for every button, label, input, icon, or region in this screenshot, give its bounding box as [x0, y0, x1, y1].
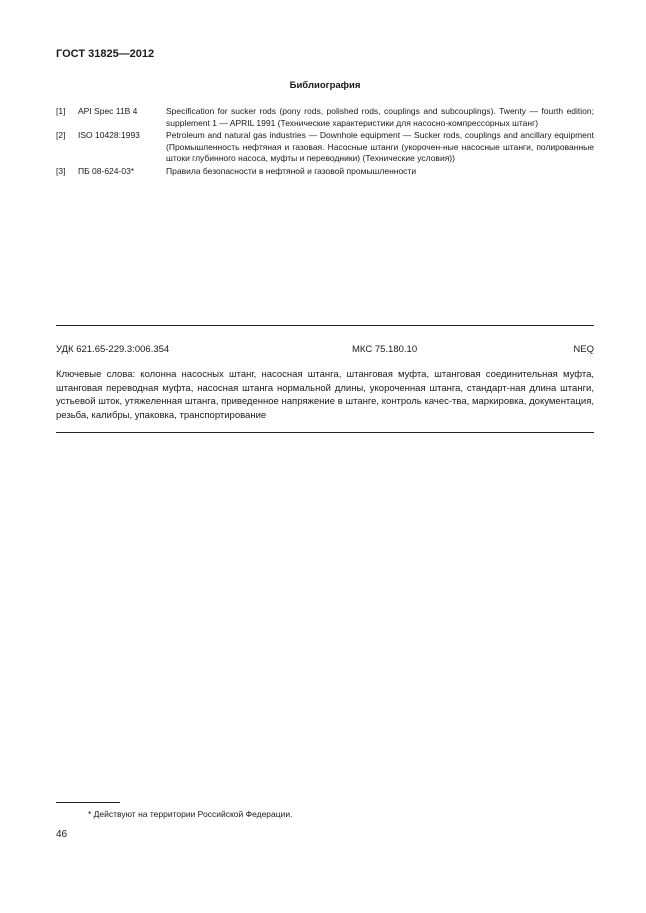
- entry-number: [3]: [56, 165, 66, 176]
- bibliography-entry: [56, 166, 594, 178]
- footnote: * Действуют на территории Российской Федерации.: [88, 809, 293, 819]
- entry-number: [1]: [56, 106, 66, 116]
- bibliography-entry: [56, 106, 594, 129]
- entry-code: API Spec 11B 4: [78, 106, 138, 116]
- page-number: 46: [56, 829, 68, 840]
- keywords-paragraph: Ключевые слова: колонна насосных штанг, насосная штанга, штанговая муфта, штанговая соединительная муфта, штанговая переводная муфта, насосная штанга нормальной длины, укороченная штанга, стандарт-ная длина штанги, устьевой шток, утяжеленная штанга, приведенное напряжение в штанге, контроль качес-тва, маркировка, документация, резьба, калибры, упаковка, транспортирование: [56, 369, 594, 421]
- entry-text: Petroleum and natural gas industries — Downhole equipment — Sucker rods, couplings and ancillary equipment (Промышленность нефтяная и газовая. Насосные штанги (укорочен-ные насосные штанги, полированные штоки глубинного насоса, муфты и переводники) (Технические условия)): [166, 130, 594, 163]
- bibliography-entry: [56, 130, 594, 165]
- footnote-divider: [56, 802, 120, 803]
- entry-number: [2]: [56, 130, 66, 140]
- bibliography-title: Библиография: [289, 80, 361, 91]
- bibliography-list: [56, 106, 594, 178]
- entry-text: Specification for sucker rods (pony rods, polished rods, couplings and subcouplings). Twenty — fourth edition; supplement 1 — APRIL 1991 (Технические характеристики для насосно-компрессорных штанг): [166, 106, 594, 128]
- udk-code: УДК 621.65-229.3:006.354: [56, 344, 170, 355]
- divider-bottom: [56, 432, 594, 433]
- entry-text: Правила безопасности в нефтяной и газовой промышленности: [166, 165, 417, 176]
- entry-code: ISO 10428:1993: [78, 130, 140, 140]
- divider-top: [56, 325, 594, 326]
- mks-code: МКС 75.180.10: [352, 344, 418, 355]
- document-id: ГОСТ 31825—2012: [56, 48, 155, 60]
- neq-label: NEQ: [573, 344, 594, 355]
- entry-code: ПБ 08-624-03*: [78, 165, 135, 176]
